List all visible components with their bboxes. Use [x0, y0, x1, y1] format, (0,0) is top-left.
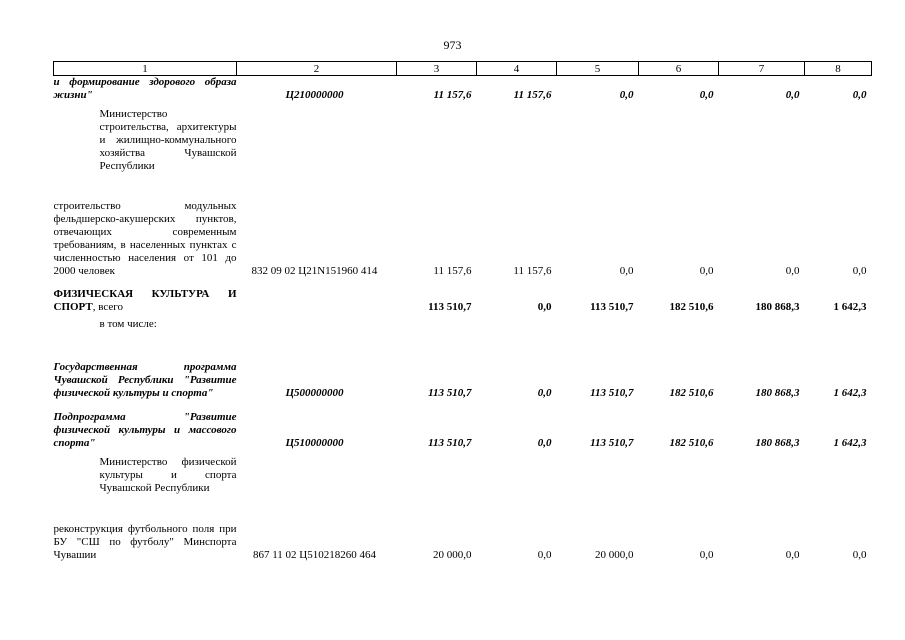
- row-code: 832 09 02 Ц21N151960 414: [251, 265, 378, 277]
- row-description: Министерство строительства, архитектуры и жилищно-коммунального хозяйства Чувашской Республики: [99, 108, 237, 172]
- row-value-5: 0,0: [619, 89, 634, 101]
- row-description: Подпрограмма "Развитие физической культуры и массового спорта": [53, 411, 237, 449]
- row-value-8: 0,0: [852, 549, 867, 561]
- column-header-7: 7: [719, 62, 805, 76]
- row-value-3: 113 510,7: [428, 301, 472, 313]
- table-row: [54, 512, 872, 562]
- row-value-4: 0,0: [537, 301, 552, 313]
- row-value-5: 113 510,7: [590, 387, 634, 399]
- page-number: 973: [443, 38, 462, 52]
- row-value-7: 180 868,3: [755, 437, 800, 449]
- row-value-4: 0,0: [537, 387, 552, 399]
- row-code: 867 11 02 Ц510218260 464: [252, 549, 377, 561]
- row-value-6: 0,0: [699, 549, 714, 561]
- row-value-8: 1 642,3: [833, 301, 867, 313]
- row-value-7: 0,0: [785, 89, 800, 101]
- section-title-suffix: , всего: [92, 301, 124, 313]
- table-row: [54, 102, 872, 188]
- row-value-3: 11 157,6: [433, 89, 472, 101]
- row-value-4: 11 157,6: [513, 265, 552, 277]
- column-number-header: [54, 62, 872, 76]
- row-value-7: 0,0: [785, 265, 800, 277]
- row-code: Ц500000000: [285, 387, 344, 399]
- table-row: [54, 450, 872, 512]
- row-value-5: 20 000,0: [595, 549, 634, 561]
- table-row: [54, 400, 872, 450]
- column-header-5: 5: [557, 62, 639, 76]
- row-value-6: 0,0: [699, 89, 714, 101]
- row-value-5: 0,0: [619, 265, 634, 277]
- column-header-1: 1: [54, 62, 237, 76]
- row-description: [54, 278, 237, 314]
- table-row: [54, 314, 872, 334]
- row-value-3: 11 157,6: [433, 265, 472, 277]
- row-description: в том числе:: [99, 317, 157, 330]
- row-value-5: 113 510,7: [590, 301, 634, 313]
- row-description: Государственная программа Чувашской Республики "Развитие физической культуры и спорта": [53, 361, 237, 399]
- row-value-7: 0,0: [785, 549, 800, 561]
- row-value-6: 182 510,6: [669, 301, 714, 313]
- row-value-8: 1 642,3: [833, 387, 867, 399]
- column-header-2: 2: [237, 62, 397, 76]
- table-row: [54, 278, 872, 314]
- row-value-8: 1 642,3: [833, 437, 867, 449]
- table-row: [54, 76, 872, 103]
- row-value-5: 113 510,7: [590, 437, 634, 449]
- row-description: Министерство физической культуры и спорта Чувашской Республики: [99, 456, 237, 494]
- row-value-4: 11 157,6: [513, 89, 552, 101]
- row-value-3: 113 510,7: [428, 387, 472, 399]
- column-header-8: 8: [805, 62, 872, 76]
- row-value-7: 180 868,3: [755, 301, 800, 313]
- row-description: и формирование здорового образа жизни": [53, 76, 237, 101]
- row-value-6: 0,0: [699, 265, 714, 277]
- column-header-4: 4: [477, 62, 557, 76]
- row-description: строительство модульных фельдшерско-акушерских пунктов, отвечающих современным требованиям, в населенных пунктах с численностью населения от 101 до 2000 человек: [53, 200, 237, 277]
- row-value-6: 182 510,6: [669, 437, 714, 449]
- row-value-8: 0,0: [852, 89, 867, 101]
- column-header-3: 3: [397, 62, 477, 76]
- column-header-6: 6: [639, 62, 719, 76]
- row-value-4: 0,0: [537, 437, 552, 449]
- row-value-4: 0,0: [537, 549, 552, 561]
- row-description: реконструкция футбольного поля при БУ "СШ по футболу" Минспорта Чувашии: [53, 523, 237, 561]
- section-title: ФИЗИЧЕСКАЯ КУЛЬТУРА И СПОРТ: [53, 288, 237, 313]
- table-row: [54, 188, 872, 278]
- row-code: Ц510000000: [285, 437, 344, 449]
- row-value-3: 20 000,0: [433, 549, 472, 561]
- row-code: Ц210000000: [285, 89, 344, 101]
- row-value-3: 113 510,7: [428, 437, 472, 449]
- row-value-6: 182 510,6: [669, 387, 714, 399]
- budget-table: [53, 61, 872, 562]
- row-value-7: 180 868,3: [755, 387, 800, 399]
- row-value-8: 0,0: [852, 265, 867, 277]
- table-row: [54, 334, 872, 400]
